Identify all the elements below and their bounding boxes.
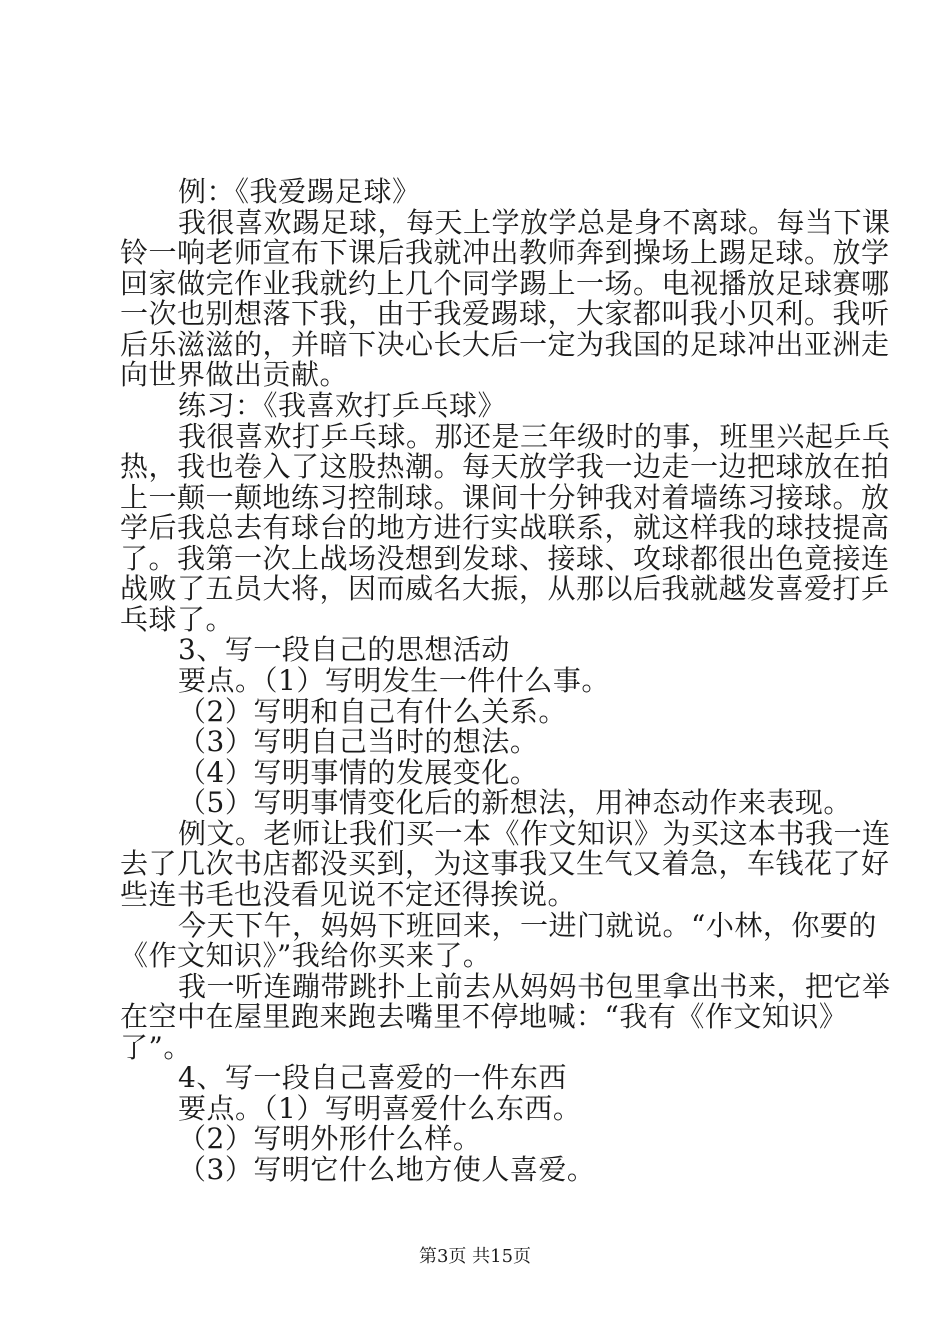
text-line: 4、写一段自己喜爱的一件东西 [178,1061,567,1094]
text-line: 我很喜欢打乒乓球。那还是三年级时的事，班里兴起乒乓 [178,420,891,453]
text-line: 要点。（1）写明喜爱什么东西。 [178,1092,582,1125]
text-line: 我一听连蹦带跳扑上前去从妈妈书包里拿出书来，把它举 [178,970,891,1003]
text-line: 铃一响老师宣布下课后我就冲出教师奔到操场上踢足球。放学 [120,236,890,269]
text-line: 后乐滋滋的，并暗下决心长大后一定为我国的足球冲出亚洲走 [120,328,890,361]
text-line: 去了几次书店都没买到，为这事我又生气又着急，车钱花了好 [120,847,890,880]
text-line: 在空中在屋里跑来跑去嘴里不停地喊：“我有《作文知识》 [120,1000,848,1033]
text-line: 些连书毛也没看见说不定还得挨说。 [120,878,577,911]
text-line: 热，我也卷入了这股热潮。每天放学我一边走一边把球放在拍 [120,450,890,483]
text-line: 回家做完作业我就约上几个同学踢上一场。电视播放足球赛哪 [120,267,890,300]
text-line: 我很喜欢踢足球，每天上学放学总是身不离球。每当下课 [178,206,891,239]
text-line: 例文。老师让我们买一本《作文知识》为买这本书我一连 [178,817,891,850]
text-line: （2）写明外形什么样。 [178,1122,482,1155]
text-line: 学后我总去有球台的地方进行实战联系，就这样我的球技提高 [120,511,890,544]
text-line: 了。我第一次上战场没想到发球、接球、攻球都很出色竟接连 [120,542,890,575]
text-line: （2）写明和自己有什么关系。 [178,695,567,728]
text-line: 例：《我爱踢足球》 [178,175,421,208]
text-line: 今天下午，妈妈下班回来，一进门就说。“小林，你要的 [178,909,877,942]
text-line: 向世界做出贡献。 [120,358,349,391]
text-line: 《作文知识》”我给你买来了。 [120,939,492,972]
text-line: 乓球了。 [120,603,235,636]
text-line: 了”。 [120,1031,192,1064]
text-line: 一次也别想落下我，由于我爱踢球，大家都叫我小贝利。我听 [120,297,890,330]
text-line: 要点。（1）写明发生一件什么事。 [178,664,610,697]
text-line: （3）写明它什么地方使人喜爱。 [178,1153,596,1186]
text-line: 战败了五员大将，因而威名大振，从那以后我就越发喜爱打乒 [120,572,890,605]
text-line: （4）写明事情的发展变化。 [178,756,539,789]
text-line: 练习：《我喜欢打乒乓球》 [178,389,507,422]
text-line: 3、写一段自己的思想活动 [178,633,510,666]
text-line: （3）写明自己当时的想法。 [178,725,539,758]
text-line: 上一颠一颠地练习控制球。课间十分钟我对着墙练习接球。放 [120,481,890,514]
page-number-footer: 第3页 共15页 [418,1246,532,1267]
text-line: （5）写明事情变化后的新想法，用神态动作来表现。 [178,786,852,819]
